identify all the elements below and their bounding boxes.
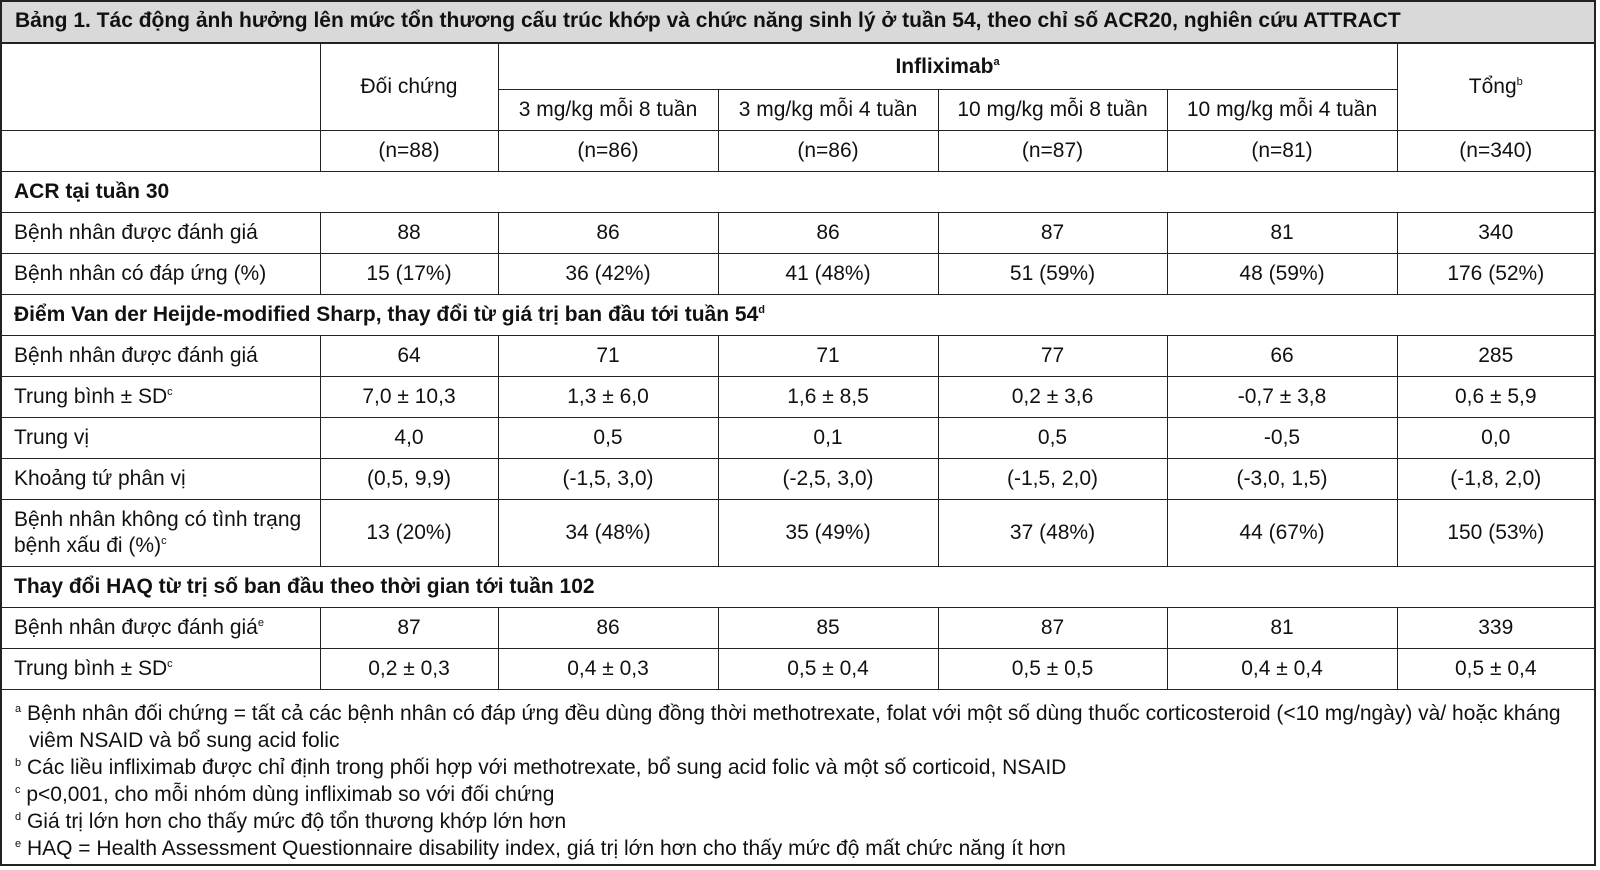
table-cell: 4,0 — [320, 418, 498, 459]
section-title-text: Điểm Van der Heijde-modified Sharp, thay đổi từ giá trị ban đầu tới tuần 54 — [14, 303, 759, 326]
header-dose: 10 mg/kg mỗi 4 tuần — [1167, 90, 1397, 131]
table-cell: 0,4 ± 0,3 — [498, 649, 718, 690]
table-cell: 0,2 ± 3,6 — [938, 377, 1167, 418]
table-cell: 0,1 — [718, 418, 938, 459]
row-label-text: Trung bình ± SD — [14, 657, 168, 680]
footnote-mark: d — [758, 304, 765, 316]
table-cell: -0,5 — [1167, 418, 1397, 459]
header-infliximab: Infliximab$^a$ — [498, 44, 1397, 90]
row-label-text: Bệnh nhân được đánh giá — [14, 221, 258, 244]
table-cell: 66 — [1167, 336, 1397, 377]
row-label — [2, 459, 320, 500]
table-cell: 0,5 ± 0,4 — [718, 649, 938, 690]
row-label-text: Bệnh nhân được đánh giá — [14, 616, 258, 639]
table-cell: 176 (52%) — [1397, 254, 1594, 295]
footnote — [15, 835, 1581, 862]
footnote-mark: a — [15, 703, 22, 715]
header-blank-cell — [2, 131, 320, 172]
footnote — [15, 808, 1581, 835]
table-cell: 15 (17%) — [320, 254, 498, 295]
section-title-text: ACR tại tuần 30 — [14, 180, 170, 203]
table-cell: 44 (67%) — [1167, 500, 1397, 567]
section-title — [2, 172, 1594, 213]
table-cell: 339 — [1397, 608, 1594, 649]
header-n: (n=340) — [1397, 131, 1594, 172]
table-cell: 0,5 — [498, 418, 718, 459]
table-cell: 0,4 ± 0,4 — [1167, 649, 1397, 690]
row-label — [2, 608, 320, 649]
table-cell: 34 (48%) — [498, 500, 718, 567]
row-label — [2, 213, 320, 254]
table-cell: 285 — [1397, 336, 1594, 377]
section-row — [2, 172, 1594, 213]
table-cell: (-1,8, 2,0) — [1397, 459, 1594, 500]
table-cell: (-2,5, 3,0) — [718, 459, 938, 500]
footnote-mark: c — [167, 386, 173, 398]
section-row — [2, 567, 1594, 608]
table-cell: 1,6 ± 8,5 — [718, 377, 938, 418]
table-row — [2, 608, 1594, 649]
table-cell: 13 (20%) — [320, 500, 498, 567]
header-control: Đối chứng — [320, 44, 498, 131]
footnotes — [2, 690, 1594, 862]
row-label-text: Bệnh nhân được đánh giá — [14, 344, 258, 367]
table-cell: 36 (42%) — [498, 254, 718, 295]
table-cell: (0,5, 9,9) — [320, 459, 498, 500]
table-cell: 37 (48%) — [938, 500, 1167, 567]
table-cell: 48 (59%) — [1167, 254, 1397, 295]
table-cell: 35 (49%) — [718, 500, 938, 567]
footnote-mark: e — [257, 617, 264, 629]
table-cell: 87 — [320, 608, 498, 649]
footnote-mark: c — [161, 535, 167, 547]
row-label-text: Khoảng tứ phân vị — [14, 467, 186, 490]
footnote-text: Giá trị lớn hơn cho thấy mức độ tổn thương khớp lớn hơn — [26, 810, 567, 833]
footnote — [15, 781, 1581, 808]
row-label — [2, 254, 320, 295]
footnote-mark: e — [15, 838, 22, 850]
table-cell: 0,2 ± 0,3 — [320, 649, 498, 690]
table-row — [2, 254, 1594, 295]
table-cell: 150 (53%) — [1397, 500, 1594, 567]
header-dose: 10 mg/kg mỗi 8 tuần — [938, 90, 1167, 131]
table-cell: 0,0 — [1397, 418, 1594, 459]
header-blank-cell — [2, 44, 320, 131]
table-cell: 340 — [1397, 213, 1594, 254]
results-table — [2, 44, 1594, 690]
table-cell: 81 — [1167, 608, 1397, 649]
header-n: (n=86) — [498, 131, 718, 172]
table-cell: -0,7 ± 3,8 — [1167, 377, 1397, 418]
row-label-text: Bệnh nhân không có tình trạng bệnh xấu đi (%) — [14, 508, 302, 557]
table-cell: 87 — [938, 213, 1167, 254]
table-row — [2, 459, 1594, 500]
section-title-text: Thay đổi HAQ từ trị số ban đầu theo thời gian tới tuần 102 — [14, 575, 595, 598]
row-label-text: Bệnh nhân có đáp ứng (%) — [14, 262, 267, 285]
header-total: Tổng$^b$ — [1397, 44, 1594, 131]
table-cell: 71 — [498, 336, 718, 377]
table-cell: (-1,5, 2,0) — [938, 459, 1167, 500]
footnote-mark: b — [1516, 76, 1523, 88]
footnote — [15, 700, 1581, 754]
section-row — [2, 295, 1594, 336]
footnote-text: HAQ = Health Assessment Questionnaire disability index, giá trị lớn hơn cho thấy mức độ mất chức năng ít hơn — [26, 837, 1066, 860]
table-row — [2, 418, 1594, 459]
table-cell: 85 — [718, 608, 938, 649]
header-n: (n=81) — [1167, 131, 1397, 172]
table-row — [2, 377, 1594, 418]
row-label — [2, 418, 320, 459]
section-title — [2, 295, 1594, 336]
table-cell: 87 — [938, 608, 1167, 649]
table-cell: 77 — [938, 336, 1167, 377]
header-n: (n=87) — [938, 131, 1167, 172]
table-row — [2, 500, 1594, 567]
section-title — [2, 567, 1594, 608]
footnote-mark: b — [15, 757, 22, 769]
table-cell: 41 (48%) — [718, 254, 938, 295]
table-cell: 88 — [320, 213, 498, 254]
table-row — [2, 649, 1594, 690]
table-cell: 64 — [320, 336, 498, 377]
table-cell: 51 (59%) — [938, 254, 1167, 295]
header-n: (n=88) — [320, 131, 498, 172]
table-cell: 0,6 ± 5,9 — [1397, 377, 1594, 418]
table-cell: (-3,0, 1,5) — [1167, 459, 1397, 500]
table-cell: 0,5 — [938, 418, 1167, 459]
footnote-mark: c — [167, 658, 173, 670]
footnote-text: p<0,001, cho mỗi nhóm dùng infliximab so với đối chứng — [26, 783, 555, 806]
table-cell: 86 — [718, 213, 938, 254]
table-caption: Bảng 1. Tác động ảnh hưởng lên mức tổn thương cấu trúc khớp và chức năng sinh lý ở tuần 54, theo chỉ số ACR20, nghiên cứu ATTRACT — [2, 2, 1594, 44]
row-label — [2, 500, 320, 567]
table-row — [2, 336, 1594, 377]
header-dose: 3 mg/kg mỗi 4 tuần — [718, 90, 938, 131]
table-cell: 0,5 ± 0,5 — [938, 649, 1167, 690]
footnote-mark: a — [993, 55, 1000, 68]
row-label-text: Trung bình ± SD — [14, 385, 168, 408]
table-cell: 86 — [498, 608, 718, 649]
table-cell: 81 — [1167, 213, 1397, 254]
row-label — [2, 336, 320, 377]
table-cell: 1,3 ± 6,0 — [498, 377, 718, 418]
footnote — [15, 754, 1581, 781]
footnote-text: Các liều infliximab được chỉ định trong phối hợp với methotrexate, bổ sung acid folic và một số corticoid, NSAID — [26, 756, 1067, 779]
row-label — [2, 649, 320, 690]
header-n: (n=86) — [718, 131, 938, 172]
table-cell: 71 — [718, 336, 938, 377]
table-cell: (-1,5, 3,0) — [498, 459, 718, 500]
row-label — [2, 377, 320, 418]
footnote-text: Bệnh nhân đối chứng = tất cả các bệnh nhân có đáp ứng đều dùng đồng thời methotrexate, folat với một số dùng thuốc corticosteroid (<10 mg/ngày) và/ hoặc kháng viêm NSAID và bổ sung acid folic — [26, 702, 1561, 752]
table-cell: 86 — [498, 213, 718, 254]
header-dose: 3 mg/kg mỗi 8 tuần — [498, 90, 718, 131]
table-cell: 0,5 ± 0,4 — [1397, 649, 1594, 690]
table-row — [2, 213, 1594, 254]
footnote-mark: c — [15, 784, 21, 796]
table-cell: 7,0 ± 10,3 — [320, 377, 498, 418]
row-label-text: Trung vị — [14, 426, 90, 449]
footnote-mark: d — [15, 811, 22, 823]
